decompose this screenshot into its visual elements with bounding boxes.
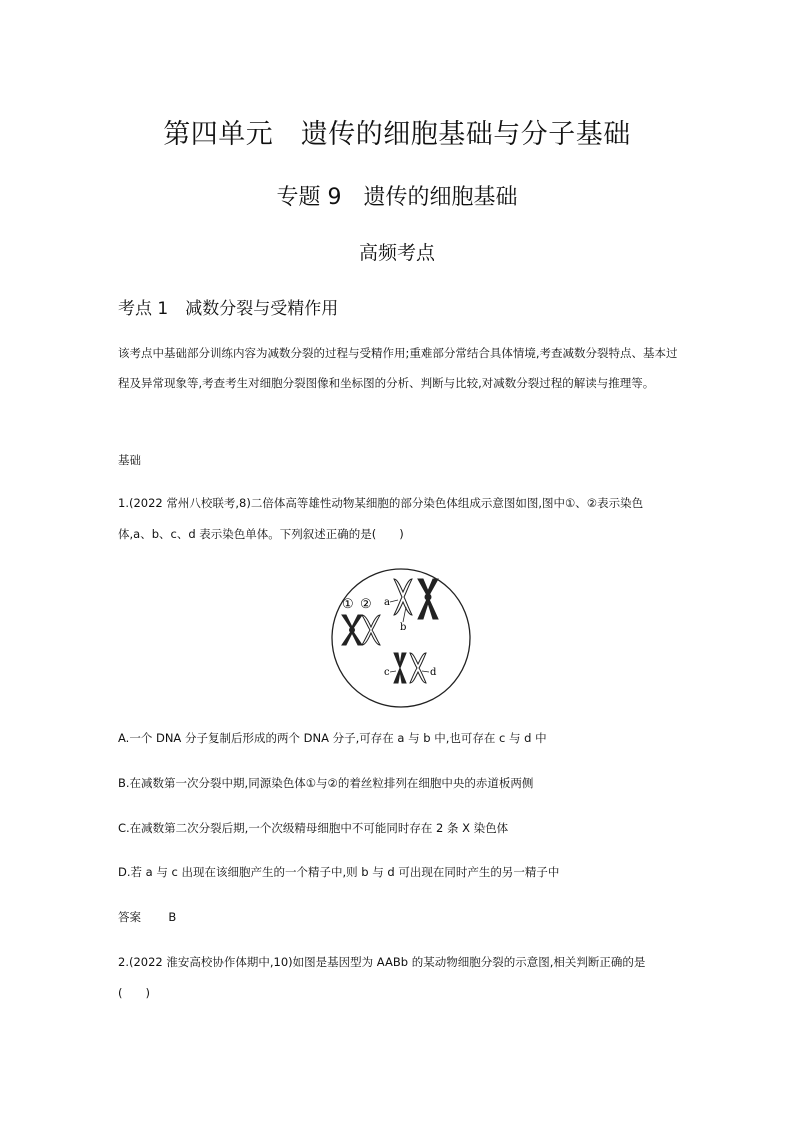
q1-option-b: B.在减数第一次分裂中期,同源染色体①与②的着丝粒排列在细胞中央的赤道板两侧 [118, 776, 534, 790]
section-title: 高频考点 [358, 242, 435, 264]
label-c: c [384, 667, 390, 678]
label-d: d [430, 667, 437, 678]
answer-value: B [168, 910, 177, 924]
q1-stem-line1: 1.(2022 常州八校联考,8)二倍体高等雄性动物某细胞的部分染色体组成示意图如图,图中①、②表示染色 [118, 496, 644, 510]
q1-option-c: C.在减数第二次分裂后期,一个次级精母细胞中不可能同时存在 2 条 X 染色体 [118, 821, 509, 835]
unit-title: 第四单元 遗传的细胞基础与分子基础 [163, 119, 631, 150]
level-label: 基础 [118, 453, 141, 467]
q1-answer [118, 909, 176, 925]
label-b: b [400, 622, 407, 633]
chromosome-figure [330, 567, 472, 709]
label-two: ② [360, 597, 372, 612]
answer-label: 答案 [118, 910, 141, 924]
q1-option-a: A.一个 DNA 分子复制后形成的两个 DNA 分子,可存在 a 与 b 中,也可存在 c 与 d 中 [118, 731, 547, 745]
q2-stem-line2: ( ) [118, 986, 150, 1000]
q1-stem-line2: 体,a、b、c、d 表示染色单体。下列叙述正确的是( ) [118, 527, 404, 541]
q2-stem-line1: 2.(2022 淮安高校协作体期中,10)如图是基因型为 AABb 的某动物细胞分裂的示意图,相关判断正确的是 [118, 955, 646, 969]
kaodian-heading: 考点 1 减数分裂与受精作用 [118, 299, 339, 319]
label-one: ① [342, 597, 354, 612]
q1-option-d: D.若 a 与 c 出现在该细胞产生的一个精子中,则 b 与 d 可出现在同时产生的另一精子中 [118, 865, 560, 879]
topic-title: 专题 9 遗传的细胞基础 [276, 185, 518, 210]
label-a: a [384, 597, 390, 608]
intro-paragraph: 该考点中基础部分训练内容为减数分裂的过程与受精作用;重难部分常结合具体情境,考查减数分裂特点、基本过程及异常现象等,考查考生对细胞分裂图像和坐标图的分析、判断与比较,对减数分裂过程的解读与推理等。 [118, 346, 678, 390]
